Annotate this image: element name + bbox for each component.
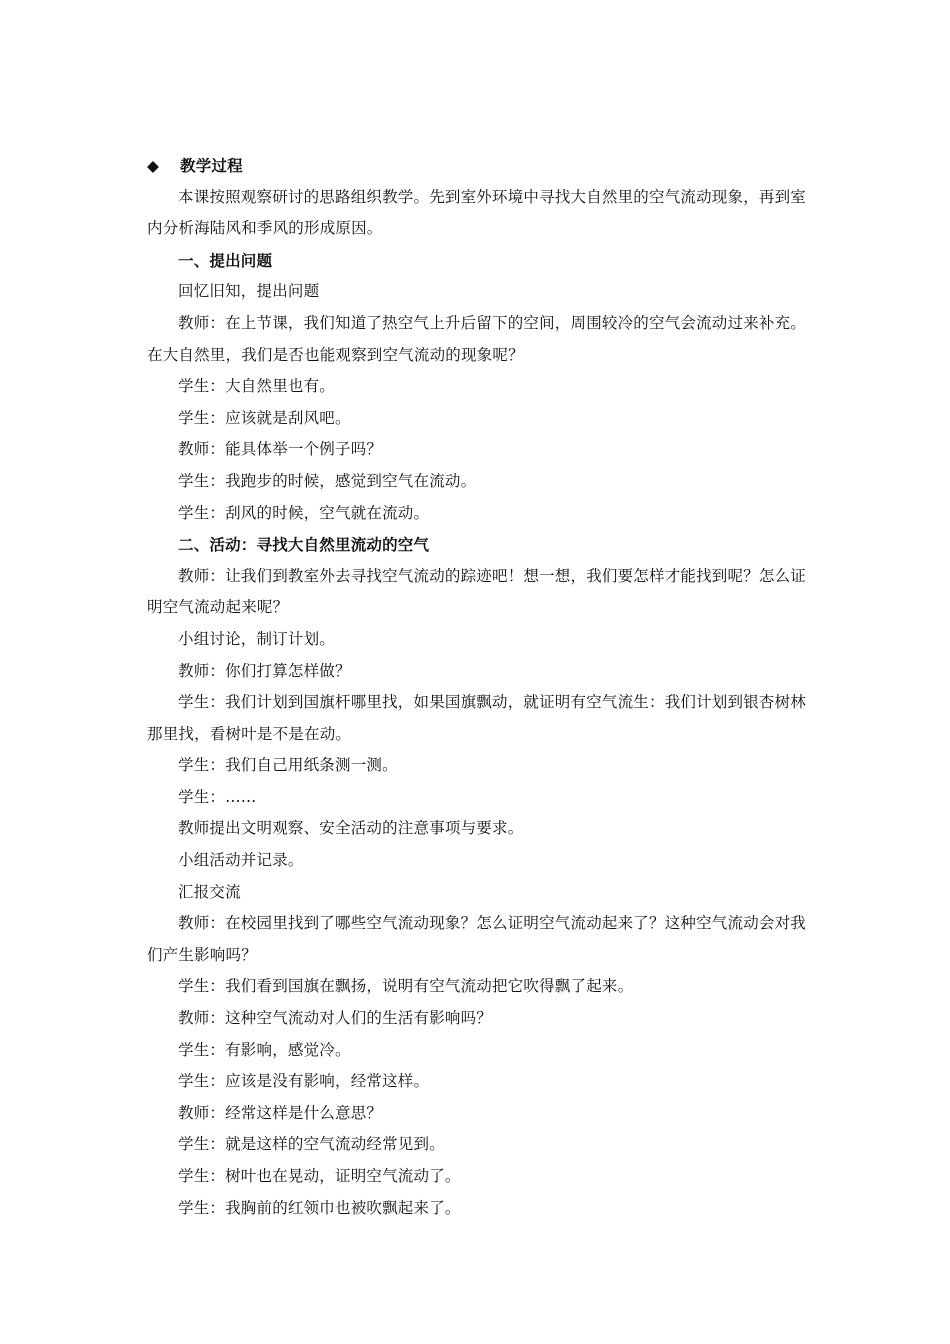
paragraph: 学生：我们看到国旗在飘扬，说明有空气流动把它吹得飘了起来。	[178, 977, 634, 996]
paragraph: 学生：我跑步的时候，感觉到空气在流动。	[178, 471, 477, 490]
paragraph: 教师：你们打算怎样做？	[178, 661, 351, 680]
paragraph: 学生：刮风的时候，空气就在流动。	[178, 503, 430, 522]
paragraph: 学生：……	[178, 787, 257, 806]
paragraph: 教师：在上节课，我们知道了热空气上升后留下的空间，周围较冷的空气会流动过来补充。在大自然里，我们是否也能观察到空气流动的现象呢？	[147, 313, 807, 364]
paragraph: 汇报交流	[178, 882, 241, 901]
section-heading	[147, 150, 809, 182]
paragraph: 学生：就是这样的空气流动经常见到。	[178, 1135, 445, 1154]
part1-heading: 一、提出问题	[178, 250, 273, 270]
paragraph: 学生：我们自己用纸条测一测。	[178, 756, 398, 775]
part2-heading: 二、活动：寻找大自然里流动的空气	[178, 535, 430, 555]
paragraph: 教师提出文明观察、安全活动的注意事项与要求。	[178, 819, 524, 838]
diamond-bullet-icon: ◆	[147, 156, 160, 175]
paragraph: 学生：我胸前的红领巾也被吹飘起来了。	[178, 1198, 461, 1217]
paragraph: 教师：经常这样是什么意思？	[178, 1103, 383, 1122]
paragraph: 小组活动并记录。	[178, 851, 304, 870]
paragraph: 教师：这种空气流动对人们的生活有影响吗？	[178, 1009, 493, 1028]
paragraph: 教师：在校园里找到了哪些空气流动现象？怎么证明空气流动起来了？这种空气流动会对我们产生影响吗？	[147, 914, 807, 964]
paragraph: 小组讨论，制订计划。	[178, 629, 336, 648]
document-page	[147, 150, 809, 1224]
paragraph: 学生：有影响，感觉冷。	[178, 1040, 351, 1059]
paragraph: 学生：应该是没有影响，经常这样。	[178, 1072, 430, 1091]
paragraph: 回忆旧知，提出问题	[178, 282, 320, 301]
intro-paragraph: 本课按照观察研讨的思路组织教学。先到室外环境中寻找大自然里的空气流动现象，再到室内分析海陆风和季风的形成原因。	[147, 187, 807, 238]
paragraph: 学生：我们计划到国旗杆哪里找，如果国旗飘动，就证明有空气流生：我们计划到银杏树林那里找，看树叶是不是在动。	[147, 693, 807, 743]
paragraph: 教师：能具体举一个例子吗？	[178, 440, 383, 459]
paragraph: 学生：树叶也在晃动，证明空气流动了。	[178, 1167, 461, 1185]
paragraph: 学生：应该就是刮风吧。	[178, 408, 351, 427]
section-title: 教学过程	[180, 156, 243, 175]
paragraph: 教师：让我们到教室外去寻找空气流动的踪迹吧！想一想，我们要怎样才能找到呢？怎么证明空气流动起来呢？	[147, 566, 807, 617]
paragraph: 学生：大自然里也有。	[178, 377, 336, 396]
